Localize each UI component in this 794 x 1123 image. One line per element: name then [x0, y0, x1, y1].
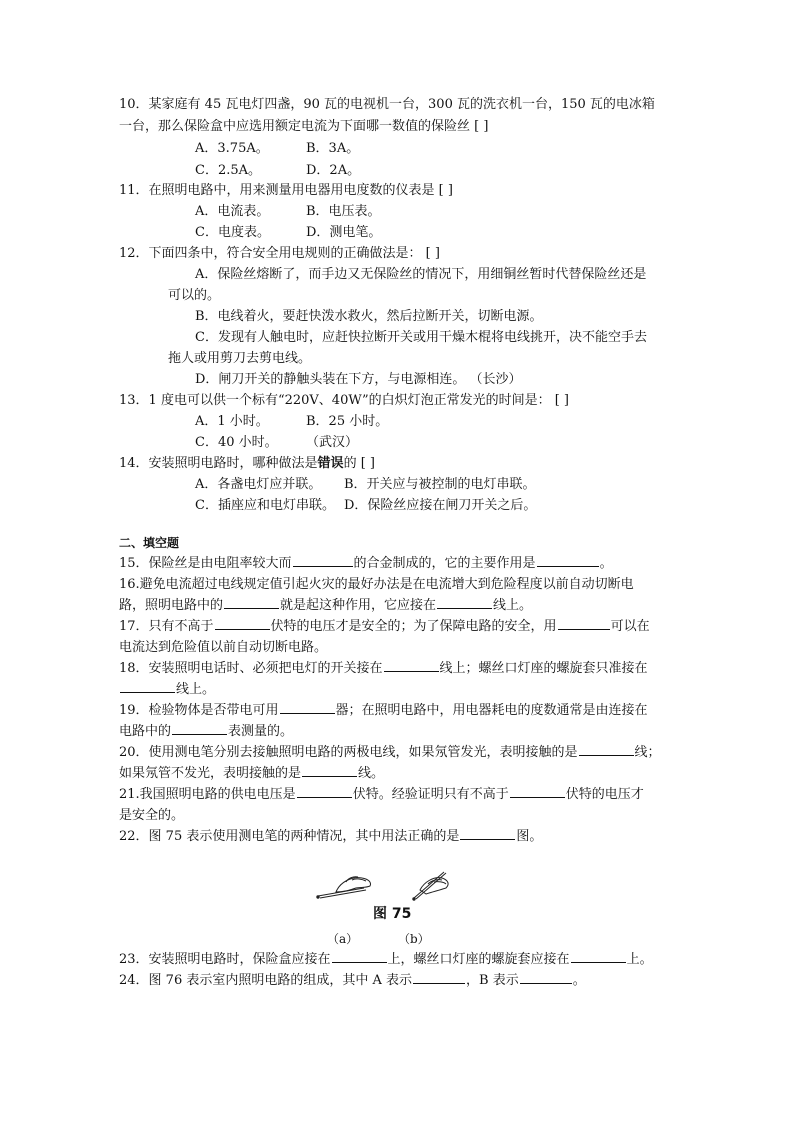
figure-75-test-pen-illustration — [316, 868, 456, 902]
q19-line1 — [119, 701, 648, 721]
figure-75-a-drawing — [317, 877, 371, 898]
q11-option-c: C．电度表。 — [195, 225, 270, 240]
q14-option-a: A．各盏电灯应并联。 — [195, 477, 322, 492]
q20-blank-1 — [579, 743, 634, 756]
q20-line2 — [119, 764, 384, 784]
q18-text-1: 18．安装照明电话时、必须把电灯的开关接在 — [119, 661, 383, 676]
section-title-fill-in: 二、填空题 — [119, 536, 180, 550]
q24 — [119, 971, 586, 991]
q24-blank-2 — [520, 971, 572, 984]
q19-text-3: 电路中的 — [119, 724, 172, 739]
q10-option-d: D．2A。 — [306, 163, 361, 178]
q16-line2 — [119, 596, 532, 616]
q14-stem-emphasis: 错误 — [317, 456, 344, 471]
q18-blank-2 — [120, 680, 175, 693]
q21-line1 — [119, 785, 644, 805]
q21-blank-1 — [297, 785, 352, 798]
q17-line1 — [119, 617, 650, 637]
q18-text-3: 线上。 — [176, 682, 216, 697]
q17-text-1: 17．只有不高于 — [119, 619, 214, 634]
q19-line2 — [119, 722, 293, 742]
q12-option-a-line1: A．保险丝熔断了，而手边又无保险丝的情况下，用细铜丝暂时代替保险丝还是 — [195, 267, 647, 282]
q15-text-3: 。 — [599, 556, 613, 571]
q14-stem-post: 的 [ ] — [343, 456, 375, 471]
q22 — [119, 827, 542, 847]
q15 — [119, 554, 613, 574]
figure-75-caption: 图 75 — [373, 906, 412, 922]
q16-text-3: 线上。 — [493, 598, 533, 613]
q21-text-2: 伏特。经验证明只有不高于 — [352, 787, 509, 802]
q23-text-2: 上，螺丝口灯座的螺旋套应接在 — [387, 952, 570, 967]
q21-text-3: 伏特的电压才 — [565, 787, 644, 802]
q10-option-b: B．3A。 — [306, 141, 360, 156]
q17-blank-1 — [215, 617, 270, 630]
q20-line1 — [119, 743, 661, 763]
q22-text-2: 图。 — [516, 829, 543, 844]
q18-text-2: 线上；螺丝口灯座的螺旋套只准接在 — [439, 661, 648, 676]
q24-blank-1 — [413, 971, 465, 984]
q18-blank-1 — [384, 659, 439, 672]
q16-blank-1 — [224, 596, 279, 609]
q16-text-1: 路，照明电路中的 — [119, 598, 224, 613]
q16-blank-2 — [437, 596, 492, 609]
q13-option-c: C．40 小时。 — [195, 435, 278, 450]
q20-text-2: 线； — [634, 745, 661, 760]
q20-text-1: 20．使用测电笔分别去接触照明电路的两极电线，如果氖管发光，表明接触的是 — [119, 745, 578, 760]
q19-text-4: 表测量的。 — [228, 724, 294, 739]
q15-blank-1 — [293, 554, 353, 567]
q10-option-a: A．3.75A。 — [195, 141, 269, 156]
q14-option-b: B．开关应与被控制的电灯串联。 — [344, 477, 536, 492]
q19-blank-1 — [280, 701, 335, 714]
q24-text-2: ，B 表示 — [466, 973, 519, 988]
q17-text-3: 可以在 — [610, 619, 650, 634]
q12-option-c-line1: C．发现有人触电时，应赶快拉断开关或用干燥木棍将电线挑开，决不能空手去 — [195, 330, 647, 345]
q10-stem-line1: 10．某家庭有 45 瓦电灯四盏，90 瓦的电视机一台，300 瓦的洗衣机一台，150 瓦的电冰箱 — [119, 97, 655, 112]
figure-75-b-drawing — [413, 872, 448, 900]
q14-option-c: C．插座应和电灯串联。 — [195, 498, 335, 513]
q19-text-2: 器；在照明电路中，用电器耗电的度数通常是由连接在 — [335, 703, 648, 718]
q23-text-1: 23．安装照明电路时，保险盒应接在 — [119, 952, 331, 967]
q13-option-a: A．1 小时。 — [195, 414, 269, 429]
q12-option-c-line2: 拖人或用剪刀去剪电线。 — [168, 351, 312, 366]
q24-text-3: 。 — [572, 973, 586, 988]
figure-75-label-b: （b） — [398, 932, 430, 946]
q14-stem-pre: 14．安装照明电路时，哪种做法是 — [119, 456, 318, 471]
q13-source-note: （武汉） — [306, 435, 359, 450]
q18-line2 — [119, 680, 215, 700]
q17-line2: 电流达到危险值以前自动切断电路。 — [119, 640, 328, 655]
q15-blank-2 — [537, 554, 599, 567]
q23-blank-2 — [571, 950, 626, 963]
q10-option-c: C．2.5A。 — [195, 163, 262, 178]
q22-blank-1 — [460, 827, 515, 840]
q21-text-1: 21.我国照明电路的供电电压是 — [119, 787, 296, 802]
q16-line1: 16.避免电流超过电线规定值引起火灾的最好办法是在电流增大到危险程度以前自动切断电 — [119, 577, 634, 592]
q19-text-1: 19．检验物体是否带电可用 — [119, 703, 279, 718]
q18-line1 — [119, 659, 648, 679]
q23-blank-1 — [332, 950, 387, 963]
q15-text-2: 的合金制成的，它的主要作用是 — [353, 556, 536, 571]
q24-text-1: 24．图 76 表示室内照明电路的组成，其中 A 表示 — [119, 973, 413, 988]
q11-option-b: B．电压表。 — [306, 204, 381, 219]
q10-stem-line2: 一台，那么保险盒中应选用额定电流为下面哪一数值的保险丝 [ ] — [119, 119, 489, 134]
q17-text-2: 伏特的电压才是安全的；为了保障电路的安全，用 — [270, 619, 557, 634]
q20-text-3: 如果氖管不发光，表明接触的是 — [119, 766, 302, 781]
q14-option-d: D．保险丝应接在闸刀开关之后。 — [344, 498, 537, 513]
q14-stem — [119, 454, 375, 474]
q11-option-d: D．测电笔。 — [306, 225, 382, 240]
figure-75-label-a: （a） — [327, 932, 359, 946]
q19-blank-2 — [172, 722, 227, 735]
q22-text-1: 22．图 75 表示使用测电笔的两种情况，其中用法正确的是 — [119, 829, 460, 844]
q11-option-a: A．电流表。 — [195, 204, 270, 219]
q13-stem: 13．1 度电可以供一个标有“220V、40W”的白炽灯泡正常发光的时间是： [ ] — [119, 393, 569, 408]
q15-text-1: 15．保险丝是由电阻率较大而 — [119, 556, 292, 571]
q13-option-b: B．25 小时。 — [306, 414, 389, 429]
q23-text-3: 上。 — [626, 952, 653, 967]
q20-text-4: 线。 — [358, 766, 385, 781]
q12-stem: 12．下面四条中，符合安全用电规则的正确做法是： [ ] — [119, 246, 440, 261]
q21-blank-2 — [510, 785, 565, 798]
q17-blank-2 — [558, 617, 610, 630]
q11-stem: 11．在照明电路中，用来测量用电器用电度数的仪表是 [ ] — [119, 183, 453, 198]
q16-text-2: 就是起这种作用，它应接在 — [280, 598, 437, 613]
q12-option-d: D．闸刀开关的静触头装在下方，与电源相连。 （长沙） — [195, 372, 522, 387]
q23 — [119, 950, 653, 970]
q12-option-b: B．电线着火，要赶快泼水救火，然后拉断开关，切断电源。 — [195, 309, 543, 324]
q21-line2: 是安全的。 — [119, 808, 185, 823]
q12-option-a-line2: 可以的。 — [168, 288, 221, 303]
q20-blank-2 — [302, 764, 357, 777]
